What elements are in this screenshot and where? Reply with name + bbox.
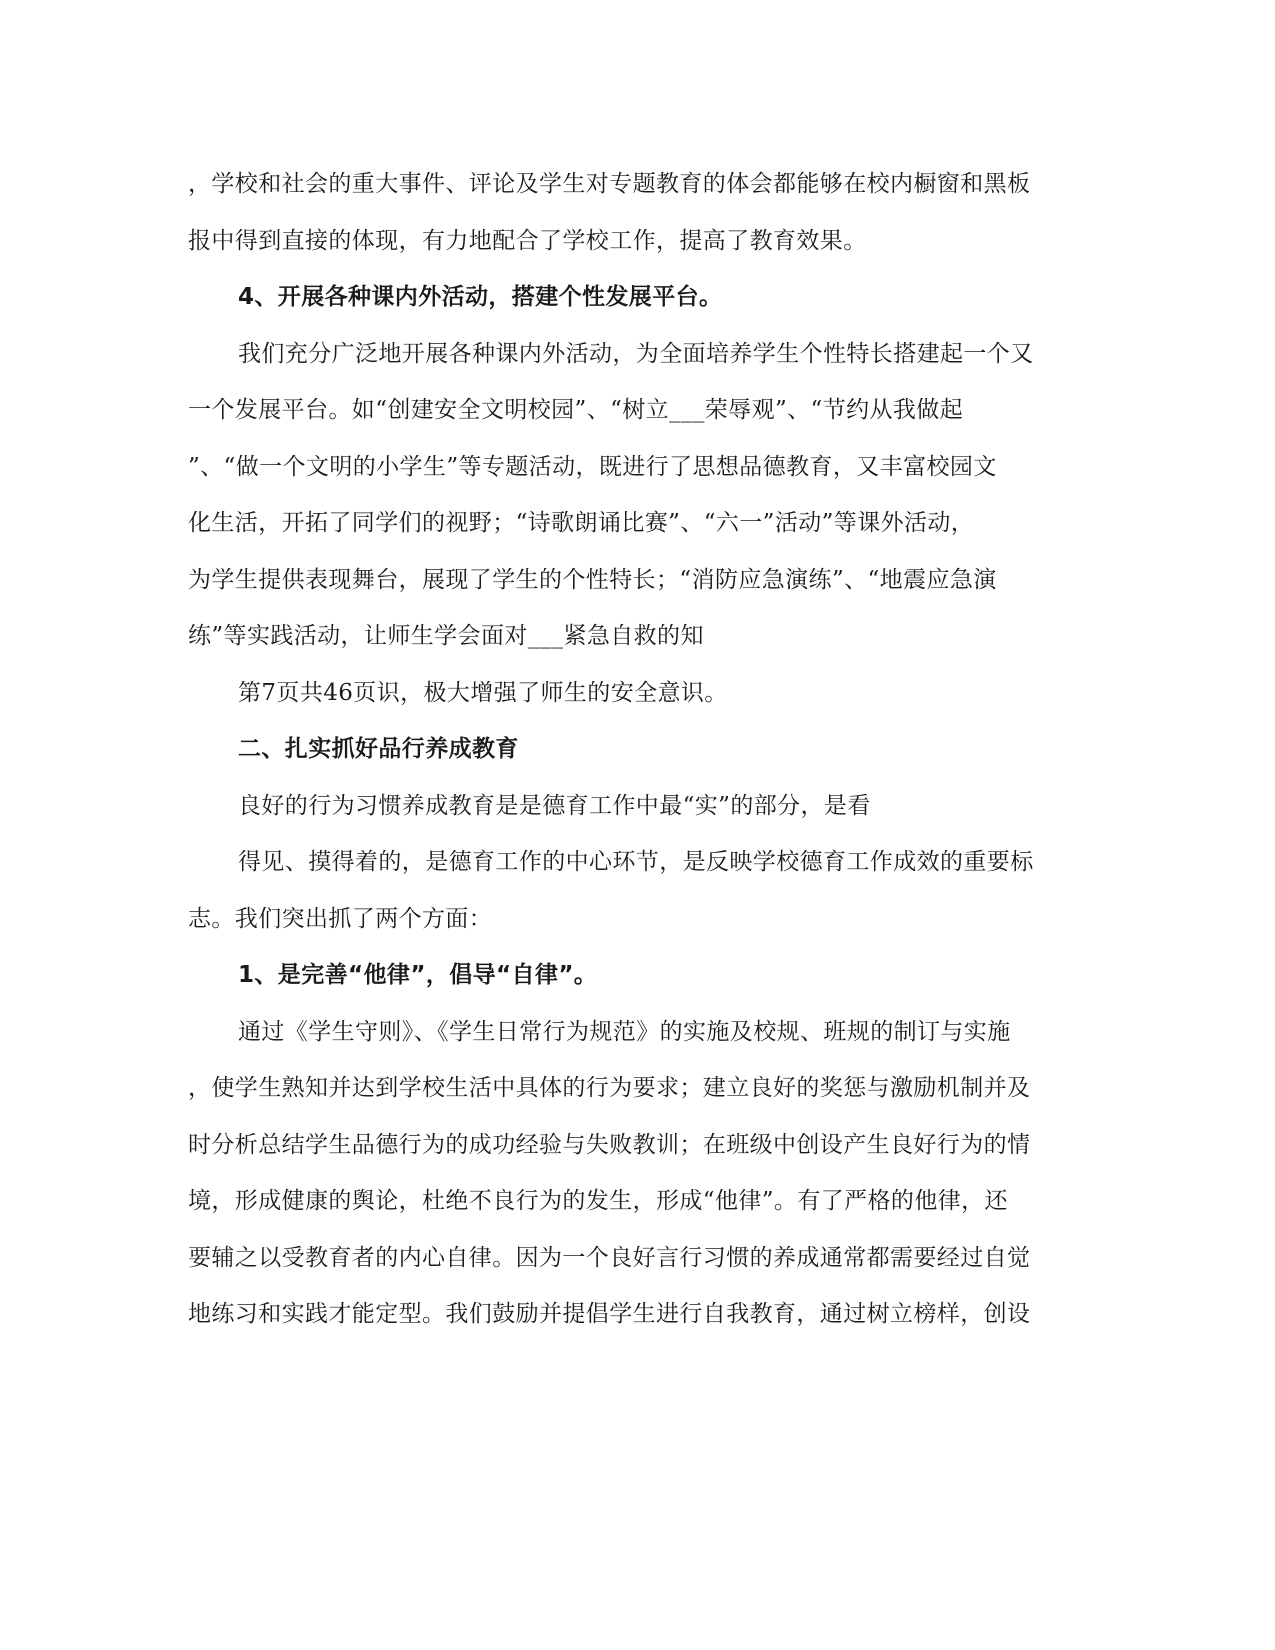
paragraph-line: 地练习和实践才能定型。我们鼓励并提倡学生进行自我教育，通过树立榜样，创设 bbox=[188, 1301, 1031, 1327]
paragraph-line: 通过《学生守则》、《学生日常行为规范》的实施及校规、班规的制订与实施 bbox=[238, 1019, 1011, 1045]
paragraph-line: 志。我们突出抓了两个方面： bbox=[188, 906, 493, 932]
paragraph-line: ”、“做一个文明的小学生”等专题活动，既进行了思想品德教育，又丰富校园文 bbox=[188, 454, 997, 480]
paragraph-line: 得见、摸得着的，是德育工作的中心环节，是反映学校德育工作成效的重要标 bbox=[238, 849, 1034, 875]
paragraph-line: 时分析总结学生品德行为的成功经验与失败教训；在班级中创设产生良好行为的情 bbox=[188, 1132, 1031, 1158]
paragraph-line: 我们充分广泛地开展各种课内外活动，为全面培养学生个性特长搭建起一个又 bbox=[238, 341, 1034, 367]
paragraph-line: 一个发展平台。如“创建安全文明校园”、“树立___荣辱观”、“节约从我做起 bbox=[188, 397, 964, 423]
paragraph-line: 为学生提供表现舞台，展现了学生的个性特长；“消防应急演练”、“地震应急演 bbox=[188, 567, 997, 593]
paragraph-line: 化生活，开拓了同学们的视野；“诗歌朗诵比赛”、“六一”活动”等课外活动， bbox=[188, 510, 975, 536]
paragraph-line: 境，形成健康的舆论，杜绝不良行为的发生，形成“他律”。有了严格的他律，还 bbox=[188, 1188, 1008, 1214]
paragraph-line: 良好的行为习惯养成教育是是德育工作中最“实”的部分，是看 bbox=[238, 793, 871, 819]
paragraph-line: 要辅之以受教育者的内心自律。因为一个良好言行习惯的养成通常都需要经过自觉 bbox=[188, 1245, 1031, 1271]
page-number-line: 第7页共46页识，极大增强了师生的安全意识。 bbox=[238, 680, 728, 706]
paragraph-line: 报中得到直接的体现，有力地配合了学校工作，提高了教育效果。 bbox=[188, 228, 867, 254]
section-heading: 二、扎实抓好品行养成教育 bbox=[238, 736, 519, 762]
section-heading: 4、开展各种课内外活动，搭建个性发展平台。 bbox=[238, 284, 723, 310]
paragraph-line: ，学校和社会的重大事件、评论及学生对专题教育的体会都能够在校内橱窗和黑板 bbox=[188, 171, 1031, 197]
section-heading: 1、是完善“他律”，倡导“自律”。 bbox=[238, 962, 598, 988]
paragraph-line: 练”等实践活动，让师生学会面对___紧急自救的知 bbox=[188, 623, 704, 649]
paragraph-line: ，使学生熟知并达到学校生活中具体的行为要求；建立良好的奖惩与激励机制并及 bbox=[188, 1075, 1031, 1101]
